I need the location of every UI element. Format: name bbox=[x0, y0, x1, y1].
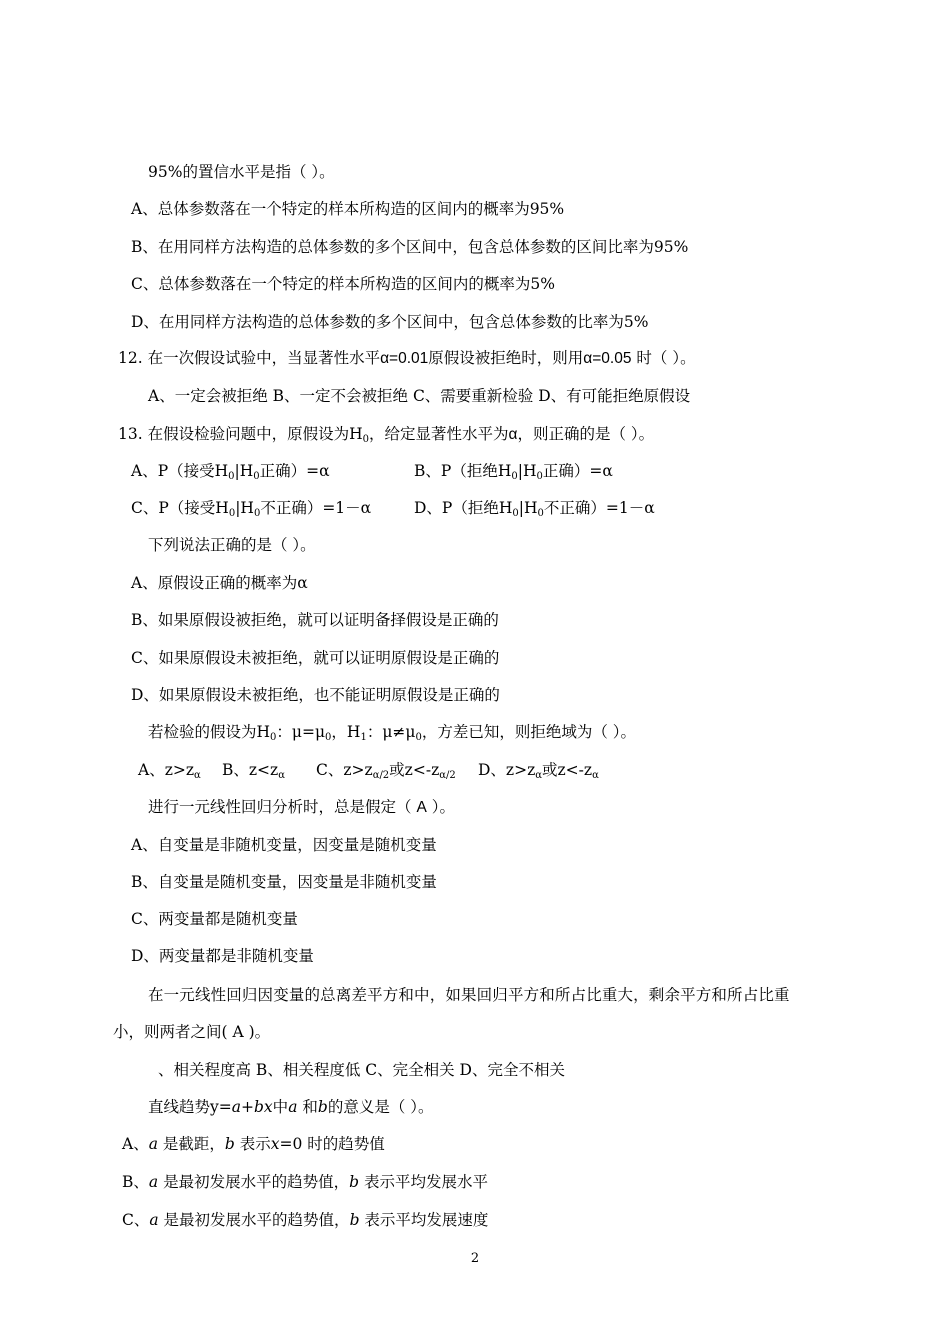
page-number: 2 bbox=[470, 1251, 480, 1266]
option-a bbox=[131, 461, 330, 481]
stem-text: ）。 bbox=[426, 798, 455, 816]
option-d bbox=[414, 498, 655, 518]
option-d: D、如果原假设未被拒绝，也不能证明原假设是正确的 bbox=[131, 686, 500, 704]
option-text: 是最初发展水平的趋势值， bbox=[158, 1173, 350, 1191]
option-text: |H bbox=[517, 462, 537, 480]
option-text: 表示平均发展水平 bbox=[359, 1173, 488, 1191]
option-text: C、z>z bbox=[316, 761, 373, 779]
var-a: a bbox=[148, 1173, 159, 1191]
stem-text: + bbox=[241, 1098, 254, 1116]
option-text: B、z<z bbox=[222, 761, 279, 779]
stem-text: 进行一元线性回归分析时，总是假定（ bbox=[148, 798, 417, 816]
var-b: b bbox=[349, 1211, 360, 1229]
var-a: a bbox=[148, 1135, 158, 1153]
subscript: 0 bbox=[362, 434, 369, 445]
stem-text: ，方差已知，则拒绝域为（ ）。 bbox=[421, 723, 637, 741]
question-ss-options: 、相关程度高 B、相关程度低 C、完全相关 D、完全不相关 bbox=[158, 1061, 565, 1079]
subscript: 0 bbox=[228, 471, 235, 482]
option-text: A、P（接受H bbox=[131, 462, 229, 480]
option-text: 正确）=α bbox=[259, 462, 330, 480]
option-c: C、如果原假设未被拒绝，就可以证明原假设是正确的 bbox=[131, 649, 500, 667]
question-correct-stem: 下列说法正确的是（ ）。 bbox=[148, 536, 316, 554]
option-text: 不正确）=1－α bbox=[543, 499, 655, 517]
stem-text: 中 bbox=[272, 1098, 289, 1116]
question-trend-stem bbox=[148, 1097, 434, 1117]
var-a: a bbox=[231, 1098, 241, 1116]
subscript: 0 bbox=[511, 471, 518, 482]
var-b: b bbox=[224, 1135, 235, 1153]
option-text: A、 bbox=[122, 1135, 149, 1153]
question-12-options: A、一定会被拒绝 B、一定不会被拒绝 C、需要重新检验 D、有可能拒绝原假设 bbox=[148, 387, 691, 405]
subscript: 0 bbox=[536, 471, 543, 482]
option-b: B、自变量是随机变量，因变量是非随机变量 bbox=[131, 873, 437, 891]
stem-text: ，给定显著性水平为 bbox=[368, 425, 509, 443]
subscript: α bbox=[194, 770, 201, 781]
option-text: 不正确）=1－α bbox=[260, 499, 372, 517]
var-bx: bx bbox=[254, 1098, 273, 1116]
option-text: B、 bbox=[122, 1173, 149, 1191]
stem-text: ：μ=μ bbox=[276, 723, 326, 741]
subscript: α/2 bbox=[372, 770, 390, 781]
alpha-value: α=0.01 bbox=[380, 350, 429, 367]
option-text: 正确）=α bbox=[542, 462, 613, 480]
option-text: |H bbox=[234, 462, 254, 480]
subscript: 0 bbox=[253, 471, 260, 482]
answer-text: A bbox=[416, 799, 427, 816]
option-text: 或z<-z bbox=[542, 761, 593, 779]
option-text: 表示平均发展速度 bbox=[359, 1211, 489, 1229]
option-c: C、总体参数落在一个特定的样本所构造的区间内的概率为5% bbox=[131, 275, 555, 293]
stem-text: 12. 在一次假设试验中，当显著性水平 bbox=[118, 349, 381, 367]
option-a: A、原假设正确的概率为α bbox=[131, 574, 308, 592]
question-confidence-stem: 95%的置信水平是指（ ）。 bbox=[148, 163, 335, 181]
stem-text: 若检验的假设为H bbox=[148, 723, 271, 741]
stem-text: 原假设被拒绝时，则用 bbox=[428, 349, 584, 367]
option-text: 是最初发展水平的趋势值， bbox=[158, 1211, 350, 1229]
stem-text: ：μ≠μ bbox=[366, 723, 416, 741]
question-reject-stem bbox=[148, 722, 636, 742]
option-text: =0 时的趋势值 bbox=[279, 1135, 385, 1153]
stem-text: 时（ ）。 bbox=[631, 349, 696, 367]
var-b: b bbox=[349, 1173, 360, 1191]
option-text: B、P（拒绝H bbox=[414, 462, 512, 480]
subscript: 0 bbox=[228, 508, 236, 519]
subscript: 0 bbox=[253, 508, 261, 519]
option-a bbox=[138, 760, 201, 780]
option-text: A、z>z bbox=[138, 761, 195, 779]
var-a: a bbox=[288, 1098, 298, 1116]
option-c bbox=[122, 1210, 488, 1230]
option-text: 是截距， bbox=[157, 1135, 225, 1153]
option-b bbox=[122, 1172, 488, 1192]
option-text: 表示 bbox=[234, 1135, 271, 1153]
question-12-stem bbox=[118, 348, 696, 369]
option-b bbox=[414, 461, 613, 481]
option-b: B、如果原假设被拒绝，就可以证明备择假设是正确的 bbox=[131, 611, 499, 629]
option-a bbox=[122, 1134, 385, 1154]
option-text: C、P（接受H bbox=[131, 499, 229, 517]
alpha-value: α=0.05 bbox=[583, 350, 632, 367]
subscript: α/2 bbox=[439, 770, 456, 781]
stem-text: 直线趋势y= bbox=[148, 1098, 232, 1116]
option-text: D、z>z bbox=[478, 761, 536, 779]
stem-text: 和 bbox=[297, 1098, 318, 1116]
stem-text: ，H bbox=[331, 723, 361, 741]
alpha-symbol: α bbox=[508, 426, 518, 443]
subscript: 1 bbox=[360, 732, 367, 743]
subscript: α bbox=[535, 770, 543, 781]
subscript: 0 bbox=[537, 508, 544, 519]
option-b: B、在用同样方法构造的总体参数的多个区间中，包含总体参数的区间比率为95% bbox=[131, 238, 689, 256]
option-c: C、两变量都是随机变量 bbox=[131, 910, 298, 928]
question-regression-stem bbox=[148, 797, 455, 818]
subscript: 0 bbox=[415, 732, 422, 743]
option-text: |H bbox=[518, 499, 538, 517]
option-text: D、P（拒绝H bbox=[414, 499, 513, 517]
stem-text: 13. 在假设检验问题中，原假设为H bbox=[118, 425, 363, 443]
var-a: a bbox=[149, 1211, 159, 1229]
option-c bbox=[131, 498, 371, 518]
option-text: |H bbox=[235, 499, 254, 517]
option-c bbox=[316, 760, 456, 780]
question-ss-line2: 小，则两者之间( A )。 bbox=[113, 1023, 271, 1041]
option-a: A、总体参数落在一个特定的样本所构造的区间内的概率为95% bbox=[131, 200, 565, 218]
subscript: α bbox=[592, 770, 599, 781]
subscript: 0 bbox=[325, 732, 332, 743]
question-13-stem bbox=[118, 424, 654, 445]
stem-text: ，则正确的是（ ）。 bbox=[517, 425, 655, 443]
subscript: 0 bbox=[512, 508, 519, 519]
option-d: D、在用同样方法构造的总体参数的多个区间中，包含总体参数的比率为5% bbox=[131, 313, 649, 331]
option-b bbox=[222, 760, 285, 780]
option-d: D、两变量都是非随机变量 bbox=[131, 947, 314, 965]
question-ss-line1: 在一元线性回归因变量的总离差平方和中，如果回归平方和所占比重大，剩余平方和所占比重 bbox=[148, 986, 790, 1004]
stem-text: 的意义是（ ）。 bbox=[327, 1098, 434, 1116]
option-text: 或z<-z bbox=[389, 761, 440, 779]
var-x: x bbox=[270, 1135, 280, 1153]
option-a: A、自变量是非随机变量，因变量是随机变量 bbox=[131, 836, 437, 854]
var-b: b bbox=[317, 1098, 328, 1116]
option-text: C、 bbox=[122, 1211, 150, 1229]
subscript: 0 bbox=[270, 732, 277, 743]
subscript: α bbox=[278, 770, 285, 781]
option-d bbox=[478, 760, 599, 780]
